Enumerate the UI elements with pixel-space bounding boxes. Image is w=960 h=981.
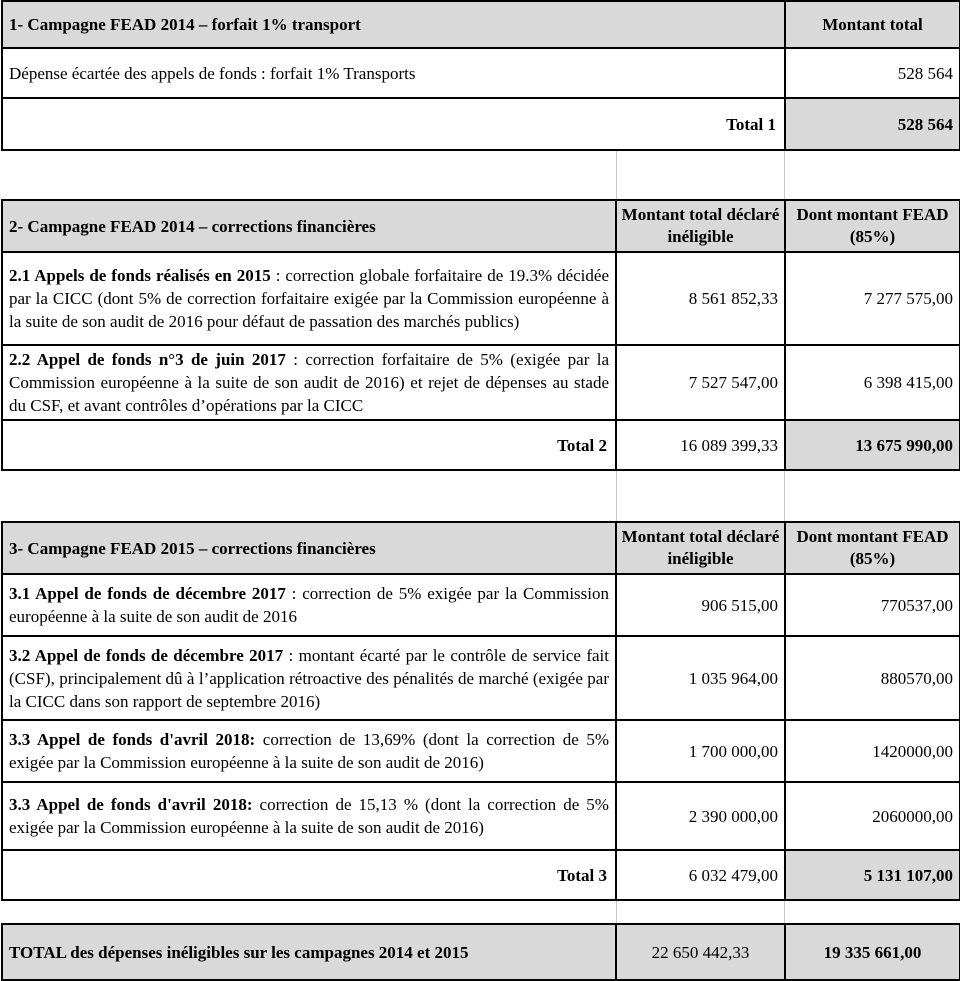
table3-total-amount-total: 6 032 479,00 [616, 850, 785, 900]
table3-row-3-2-amount-fead: 880570,00 [785, 636, 960, 720]
table-gap [0, 471, 960, 521]
table-row-total [2, 98, 960, 150]
table3-row-3-2-amount-total: 1 035 964,00 [616, 636, 785, 720]
table3-column-header-dont-fead: Dont montant FEAD (85%) [785, 522, 960, 574]
row-label-rest: : montant écarté par le contrôle de service fait (CSF), principalement dû à l’application rétroactive des pénalités de marché (exigée par la CICC dans son rapport de septembre 2016) [9, 645, 609, 711]
grand-total-amount-total: 22 650 442,33 [616, 924, 785, 980]
row-label-rest: : correction de 5% exigée par la Commission européenne à la suite de son audit de 2016 [9, 584, 609, 626]
table-row [2, 48, 960, 98]
table2-row-2-2-amount-total: 7 527 547,00 [616, 345, 785, 420]
table2-row-2-1-label [2, 252, 616, 345]
table2-total-label: Total 2 [2, 420, 616, 470]
table1-row-amount: 528 564 [785, 48, 960, 98]
table3-column-header-montant-ineligible: Montant total déclaré inéligible [616, 522, 785, 574]
table2-column-header-dont-fead: Dont montant FEAD (85%) [785, 200, 960, 252]
table3-row-3-3b-amount-fead: 2060000,00 [785, 782, 960, 850]
table3-title: 3- Campagne FEAD 2015 – corrections financières [2, 522, 616, 574]
table-campagne-2014-corrections [1, 199, 960, 471]
grand-total-amount-fead: 19 335 661,00 [785, 924, 960, 980]
table3-row-3-3a-amount-fead: 1420000,00 [785, 720, 960, 782]
row-label-rest: correction de 15,13 % (dont la correction de 5% exigée par la Commission européenne à la suite de son audit de 2016) [9, 795, 609, 837]
table-grand-total [1, 923, 960, 981]
table3-row-3-1-amount-total: 906 515,00 [616, 574, 785, 636]
table3-row-3-3b-label [2, 782, 616, 850]
row-label-lead: 2.1 Appels de fonds réalisés en 2015 [9, 266, 271, 285]
column-guide-line [616, 151, 617, 199]
row-label-rest: : correction forfaitaire de 5% (exigée par la Commission européenne à la suite de son audit de 2016) et rejet de dépenses au stade du CSF, et avant contrôles d’opérations par la CICC [9, 350, 610, 415]
table2-row-2-2-amount-fead: 6 398 415,00 [785, 345, 960, 420]
row-label-rest: correction de 13,69% (dont la correction de 5% exigée par la Commission européenne à la suite de son audit de 2016) [9, 730, 609, 772]
column-guide-line [784, 901, 785, 923]
table-row [2, 252, 960, 345]
row-label-lead: 3.3 Appel de fonds d'avril 2018: [9, 795, 253, 814]
table2-total-amount-total: 16 089 399,33 [616, 420, 785, 470]
table2-title: 2- Campagne FEAD 2014 – corrections financières [2, 200, 616, 252]
table3-row-3-3a-amount-total: 1 700 000,00 [616, 720, 785, 782]
row-label-lead: 3.3 Appel de fonds d'avril 2018: [9, 730, 256, 749]
table-row [2, 636, 960, 720]
table-row [2, 200, 960, 252]
table1-row-label: Dépense écartée des appels de fonds : forfait 1% Transports [2, 48, 785, 98]
table-row [2, 345, 960, 420]
table1-total-amount: 528 564 [785, 98, 960, 150]
grand-total-label: TOTAL des dépenses inéligibles sur les campagnes 2014 et 2015 [2, 924, 616, 980]
table-campagne-2015-corrections [1, 521, 960, 901]
column-guide-line [784, 151, 785, 199]
table-row [2, 522, 960, 574]
table-row [2, 1, 960, 48]
table2-row-2-1-amount-total: 8 561 852,33 [616, 252, 785, 345]
table2-total-amount-fead: 13 675 990,00 [785, 420, 960, 470]
column-guide-line [616, 901, 617, 923]
table-row-total [2, 850, 960, 900]
table1-title: 1- Campagne FEAD 2014 – forfait 1% transport [2, 1, 785, 48]
table3-total-amount-fead: 5 131 107,00 [785, 850, 960, 900]
table-row [2, 782, 960, 850]
row-label-lead: 3.1 Appel de fonds de décembre 2017 [9, 584, 286, 603]
row-label-lead: 3.2 Appel de fonds de décembre 2017 [9, 645, 284, 665]
table3-row-3-1-amount-fead: 770537,00 [785, 574, 960, 636]
table3-row-3-1-label [2, 574, 616, 636]
table-campagne-2014-transport [1, 0, 960, 151]
table1-column-header-montant-total: Montant total [785, 1, 960, 48]
table3-row-3-2-label [2, 636, 616, 720]
table3-row-3-3a-label [2, 720, 616, 782]
table-row-total [2, 420, 960, 470]
table-row [2, 574, 960, 636]
table2-column-header-montant-ineligible: Montant total déclaré inéligible [616, 200, 785, 252]
table2-row-2-1-amount-fead: 7 277 575,00 [785, 252, 960, 345]
table-gap [0, 901, 960, 923]
column-guide-line [616, 471, 617, 521]
table3-total-label: Total 3 [2, 850, 616, 900]
table-row [2, 720, 960, 782]
column-guide-line [784, 471, 785, 521]
row-label-rest: : correction globale forfaitaire de 19.3% décidée par la CICC (dont 5% de correction forfaitaire exigée par la Commission européenne à la suite de son audit de 2016 pour défaut de passation des marchés publics) [9, 266, 609, 331]
table-gap [0, 151, 960, 199]
table2-row-2-2-label [2, 345, 616, 420]
row-label-lead: 2.2 Appel de fonds n°3 de juin 2017 [9, 350, 286, 369]
table1-total-label: Total 1 [2, 98, 785, 150]
table3-row-3-3b-amount-total: 2 390 000,00 [616, 782, 785, 850]
